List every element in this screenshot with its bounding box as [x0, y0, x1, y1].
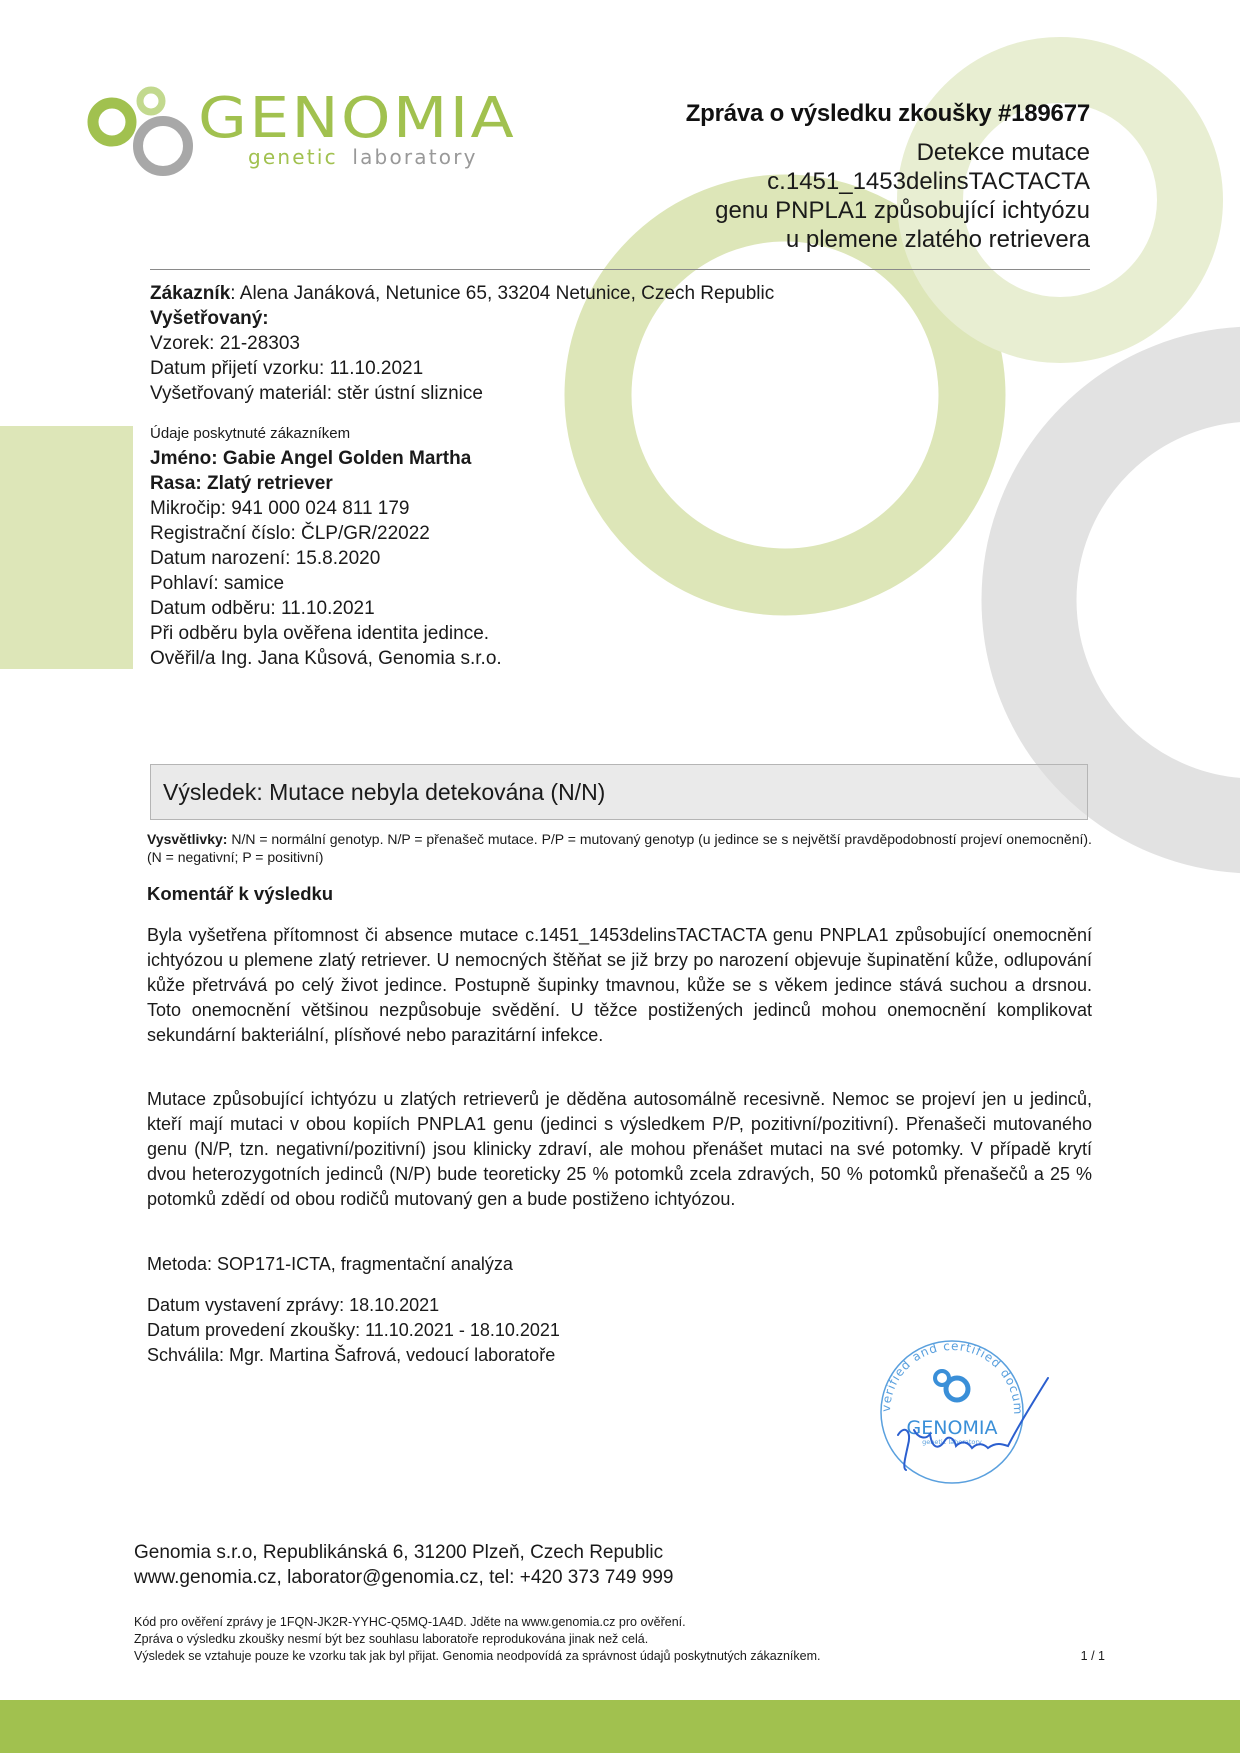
- dog-breed: Rasa: Zlatý retriever: [150, 473, 333, 494]
- sample-id: Vzorek: 21-28303: [150, 333, 300, 354]
- genomia-logo: [86, 84, 526, 184]
- logo-ring-gray: [138, 121, 188, 171]
- customer-section: [150, 281, 950, 406]
- received-date: Datum přijetí vzorku: 11.10.2021: [150, 358, 424, 379]
- ring-gray: [1029, 374, 1240, 826]
- test-description: [570, 138, 1090, 254]
- legend: [147, 830, 1092, 866]
- customer-label: Zákazník: [150, 283, 231, 304]
- stamp-logo-ring: [946, 1378, 968, 1400]
- side-accent-bar: [0, 426, 133, 669]
- logo-wordmark: GENOMIA: [198, 86, 516, 151]
- registration-number: Registrační číslo: ČLP/GR/22022: [150, 523, 430, 544]
- company-contact: www.genomia.cz, laborator@genomia.cz, tel: +420 373 749 999: [134, 1567, 674, 1588]
- birth-date: Datum narození: 15.8.2020: [150, 548, 381, 569]
- report-header: [570, 98, 1090, 254]
- company-info: [134, 1540, 673, 1590]
- verified-by: Ověřil/a Ing. Jana Kůsová, Genomia s.r.o.: [150, 648, 502, 669]
- legend-text: N/N = normální genotyp. N/P = přenašeč mutace. P/P = mutovaný genotyp (u jedince se s největší pravděpodobností projeví onemocnění). (N = negativní; P = positivní): [147, 831, 1092, 865]
- page-number: 1 / 1: [1080, 1649, 1105, 1663]
- svg-text:genetic laboratory: [248, 145, 478, 169]
- stamp-tagline: genetic laboratory: [922, 1438, 982, 1446]
- fine-print: [134, 1614, 1034, 1665]
- provided-heading: Údaje poskytnuté zákazníkem: [150, 425, 351, 442]
- collection-date: Datum odběru: 11.10.2021: [150, 598, 375, 619]
- logo-tagline-genetic: genetic: [248, 145, 338, 169]
- dates-section: [147, 1293, 560, 1368]
- sex: Pohlaví: samice: [150, 573, 285, 594]
- test-line: c.1451_1453delinsTACTACTA: [767, 168, 1090, 195]
- stamp-ring-text: verified and certified docum: [878, 1338, 1026, 1416]
- test-line: genu PNPLA1 způsobující ichtyózu: [715, 197, 1090, 224]
- examined-label: Vyšetřovaný:: [150, 308, 269, 329]
- dog-name: Jméno: Gabie Angel Golden Martha: [150, 448, 472, 469]
- approved-by: Schválila: Mgr. Martina Šafrová, vedoucí laboratoře: [147, 1345, 556, 1365]
- material: Vyšetřovaný materiál: stěr ústní sliznice: [150, 383, 483, 404]
- method: Metoda: SOP171-ICTA, fragmentační analýza: [147, 1254, 513, 1274]
- header-divider: [150, 269, 1090, 270]
- liability-note: Výsledek se vztahuje pouze ke vzorku tak jak byl přijat. Genomia neodpovídá za správnost údajů poskytnutých zákazníkem.: [134, 1649, 821, 1663]
- logo-ring-light: [140, 90, 162, 112]
- test-line: Detekce mutace: [916, 139, 1090, 166]
- performed-dates: Datum provedení zkoušky: 11.10.2021 - 18.10.2021: [147, 1320, 560, 1340]
- customer-line: [150, 281, 950, 306]
- footer-band: [0, 1700, 1240, 1753]
- comment-heading: Komentář k výsledku: [147, 883, 334, 904]
- company-address: Genomia s.r.o, Republikánská 6, 31200 Plzeň, Czech Republic: [134, 1542, 664, 1563]
- logo-ring-green: [93, 103, 131, 141]
- comment-paragraph: Byla vyšetřena přítomnost či absence mutace c.1451_1453delinsTACTACTA genu PNPLA1 způsobující onemocnění ichtyózou u plemene zlatý retriever. U nemocných štěňat se již brzy po narození objevuje šupinatění kůže, odlupování kůže přetrvává po celý život jedince. Postupně šupinky tmavnou, kůže se s věkem jedince stává suchou a drsnou. Toto onemocnění většinou nezpůsobuje svědění. U těžce postižených jedinců mohou onemocnění komplikovat sekundární bakteriální, plísňové nebo parazitární infekce.: [147, 925, 1092, 1045]
- comment-paragraph: Mutace způsobující ichtyózu u zlatých retrieverů je děděna autosomálně recesivně. Nemoc se projeví jen u jedinců, kteří mají mutaci v obou kopiích PNPLA1 genu (jedinci s výsledkem P/P, pozitivní/pozitivní). Přenašeči mutovaného genu (N/P, tzn. negativní/pozitivní) jsou klinicky zdraví, ale mohou přenášet mutaci na své potomky. V případě krytí dvou heterozygotních jedinců (N/P) bude teoreticky 25 % potomků zcela zdravých, 50 % potomků přenašečů a 25 % potomků zdědí od obou rodičů mutovaný gen a bude postiženo ichtyózou.: [147, 1089, 1092, 1209]
- customer-value: : Alena Janáková, Netunice 65, 33204 Netunice, Czech Republic: [230, 283, 775, 304]
- legend-label: Vysvětlivky:: [147, 831, 228, 847]
- verification-code-line: Kód pro ověření zprávy je 1FQN-JK2R-YYHC-Q5MQ-1A4D. Jděte na www.genomia.cz pro ověření.: [134, 1615, 686, 1629]
- report-title: Zpráva o výsledku zkoušky #189677: [685, 100, 1090, 127]
- logo-tagline-laboratory: laboratory: [352, 145, 478, 169]
- microchip: Mikročip: 941 000 024 811 179: [150, 498, 410, 519]
- test-line: u plemene zlatého retrievera: [785, 226, 1090, 253]
- provided-data-section: [150, 424, 710, 671]
- result-box: Výsledek: Mutace nebyla detekována (N/N): [150, 764, 1088, 820]
- stamp-wordmark: GENOMIA: [906, 1417, 998, 1439]
- identity-note: Při odběru byla ověřena identita jedince.: [150, 623, 490, 644]
- issued-date: Datum vystavení zprávy: 18.10.2021: [147, 1295, 440, 1315]
- reproduction-note: Zpráva o výsledku zkoušky nesmí být bez souhlasu laboratoře reprodukována jinak než celá.: [134, 1632, 649, 1646]
- certification-stamp: [868, 1330, 1058, 1500]
